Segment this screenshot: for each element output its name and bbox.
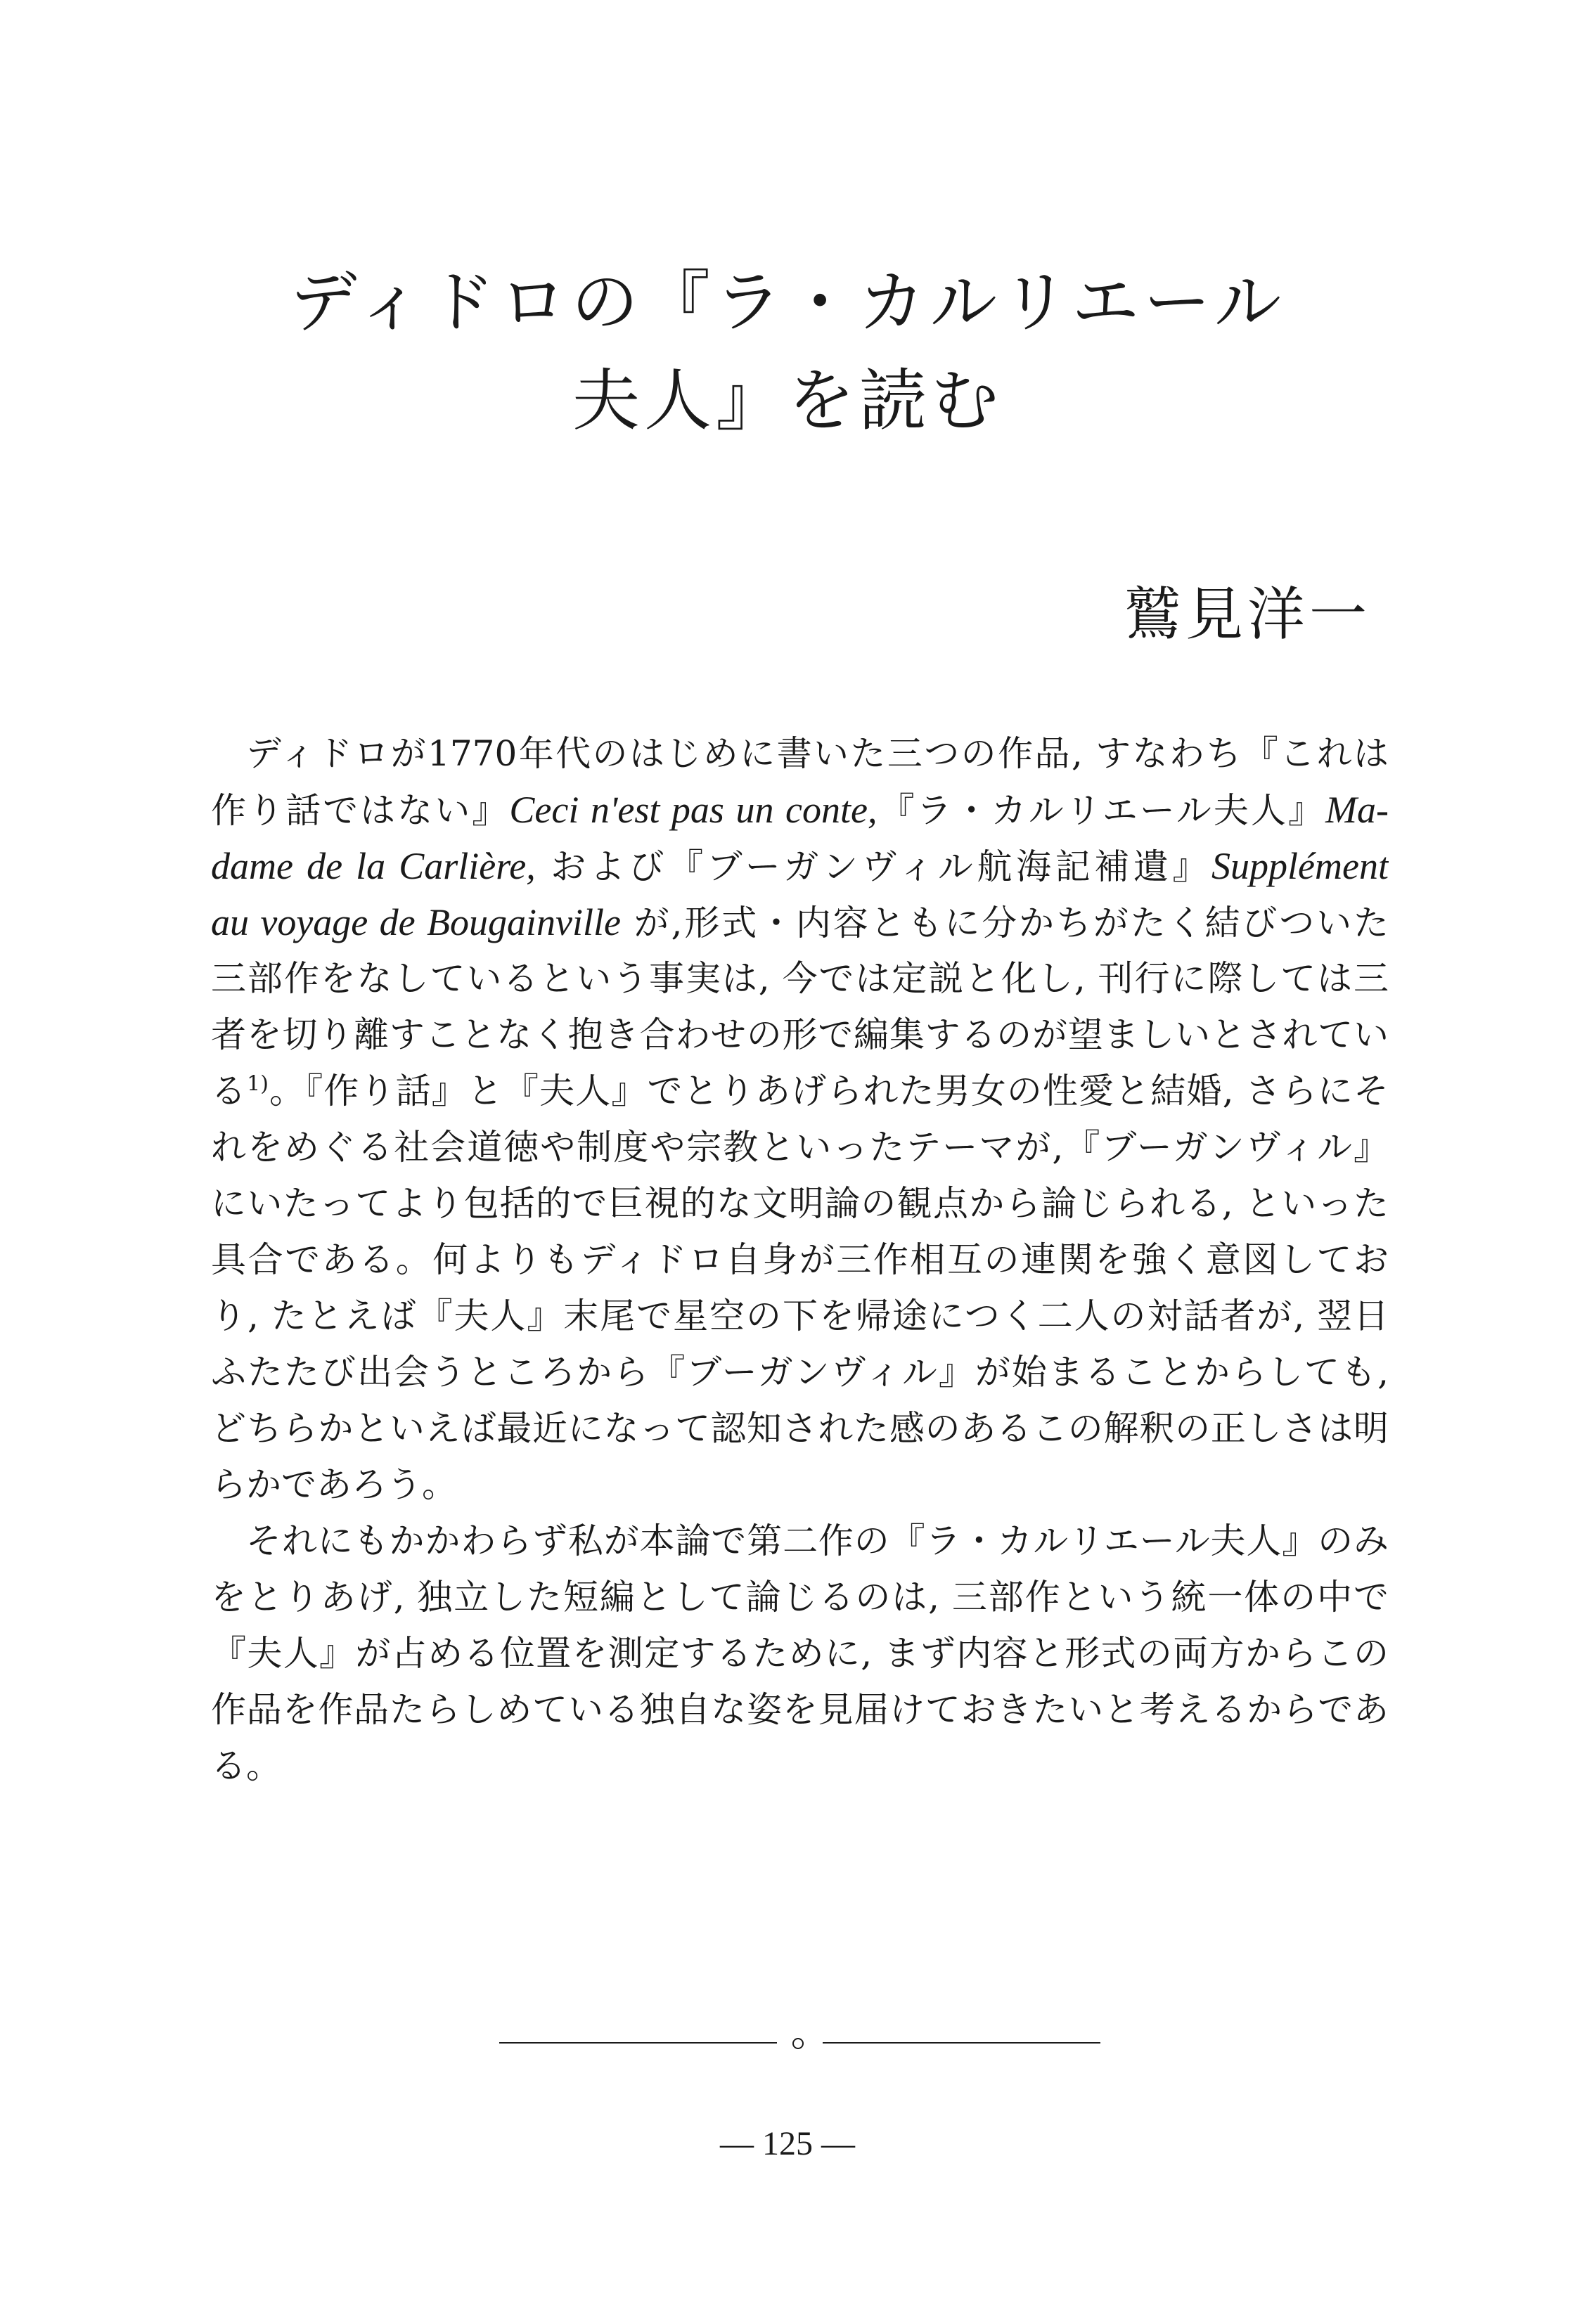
text-run: および『ブーガンヴィル航海記補遺』 <box>535 846 1212 887</box>
body-line <box>211 782 1389 839</box>
body-line <box>211 1232 1389 1288</box>
body-line <box>211 950 1389 1007</box>
text-run: 。『作り話』と『夫人』でとりあげられた男女の性愛と結婚, さらにそ <box>268 1071 1389 1111</box>
text-run: をとりあげ, 独立した短編として論じるのは, 三部作という統一体の中で <box>211 1577 1389 1618</box>
body-line <box>211 1625 1389 1681</box>
italic-title: Supplément <box>1211 845 1389 887</box>
text-run: 者を切り離すことなく抱き合わせの形で編集するのが望ましいとされてい <box>211 1014 1389 1055</box>
text-run: どちらかといえば最近になって認知された感のあるこの解釈の正しさは明 <box>211 1408 1389 1449</box>
separator-rule-right <box>823 2042 1100 2044</box>
text-run: 『夫人』が占める位置を測定するために, まず内容と形式の両方からこの <box>211 1633 1389 1674</box>
text-run: る。 <box>211 1745 281 1786</box>
italic-title: Ma- <box>1325 789 1389 831</box>
body-line <box>211 1288 1389 1344</box>
text-run: ディドロが1770年代のはじめに書いた三つの作品, すなわち『これは <box>246 733 1389 774</box>
body-line <box>211 1569 1389 1625</box>
page-number: — 125 — <box>720 2125 855 2162</box>
text-run: らかであろう。 <box>211 1464 457 1505</box>
title-line-2: 夫人』を読む <box>572 361 1003 440</box>
section-separator <box>0 2030 1575 2058</box>
text-run: り, たとえば『夫人』末尾で星空の下を帰途につく二人の対話者が, 翌日 <box>211 1296 1389 1336</box>
text-run: ふたたび出会うところから『ブーガンヴィル』が始まることからしても, <box>211 1352 1389 1393</box>
text-run: にいたってより包括的で巨視的な文明論の観点から論じられる, といった <box>211 1183 1389 1224</box>
separator-rule-left <box>499 2042 777 2044</box>
title-line-1: ディドロの『ラ・カルリエール <box>289 263 1286 342</box>
text-run: 作り話ではない』 <box>211 790 510 831</box>
italic-title: Ceci n'est pas un conte, <box>509 789 878 831</box>
text-run: 具合である。何よりもディドロ自身が三作相互の連関を強く意図してお <box>211 1239 1389 1280</box>
italic-title: dame de la Carlière, <box>211 845 536 887</box>
body-line <box>211 1457 1389 1513</box>
footnote-ref: 1) <box>247 1071 269 1097</box>
body-line <box>211 1175 1389 1232</box>
body-line <box>211 1681 1389 1738</box>
body-line <box>211 1119 1389 1175</box>
body-line <box>211 894 1389 951</box>
author-name: 鷲見洋一 <box>1123 581 1371 648</box>
body-line <box>211 1344 1389 1400</box>
body-line <box>246 725 1389 782</box>
text-run: それにもかかわらず私が本論で第二作の『ラ・カルリエール夫人』のみ <box>246 1521 1389 1561</box>
body-line <box>246 1513 1389 1569</box>
text-run: る <box>211 1071 248 1111</box>
body-line <box>211 838 1389 895</box>
text-run: が,形式・内容ともに分かちがたく結びついた <box>620 903 1389 943</box>
text-run: 三部作をなしているという事実は, 今では定説と化し, 刊行に際しては三 <box>211 958 1389 999</box>
text-run: れをめぐる社会道徳や制度や宗教といったテーマが,『ブーガンヴィル』 <box>211 1127 1389 1168</box>
italic-title: au voyage de Bougainville <box>211 901 621 943</box>
body-line <box>211 1063 1389 1119</box>
separator-circle-icon <box>792 2038 804 2049</box>
body-line <box>211 1738 1389 1794</box>
body-line <box>211 1400 1389 1457</box>
body-line <box>211 1007 1389 1063</box>
text-run: 『ラ・カルリエール夫人』 <box>877 790 1326 831</box>
text-run: 作品を作品たらしめている独自な姿を見届けておきたいと考えるからであ <box>211 1689 1389 1730</box>
